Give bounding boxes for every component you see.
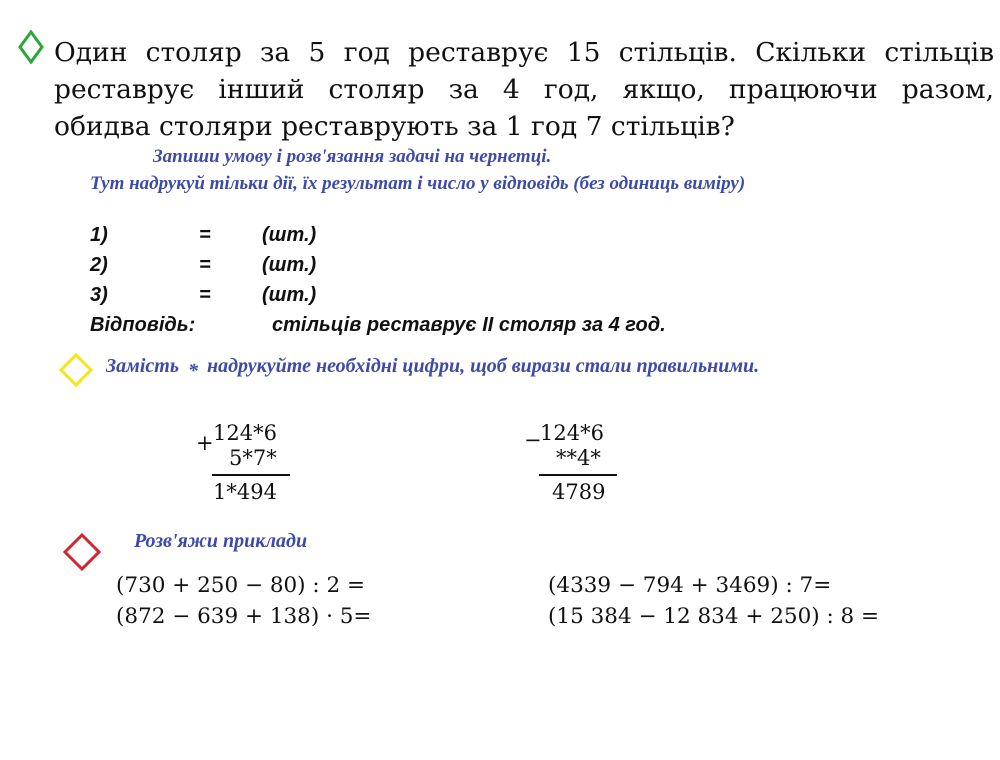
- digits-instruction: [106, 355, 760, 382]
- subtraction-sign: −: [524, 428, 542, 452]
- problem-line-3: обидва столяри реставрують за 1 год 7 стільців?: [54, 111, 735, 142]
- step-3-unit: (шт.): [262, 284, 317, 306]
- problem-text: [54, 34, 994, 145]
- green-diamond-icon: [18, 30, 44, 64]
- step-3-equals: =: [199, 284, 211, 306]
- addition-result: 1*494: [213, 480, 277, 504]
- answer-text: стільців реставрує ІІ столяр за 4 год.: [272, 314, 666, 336]
- example-right-2: (15 384 − 12 834 + 250) : 8 =: [548, 604, 880, 629]
- red-diamond-icon: [62, 532, 102, 572]
- step-1-equals: =: [199, 224, 211, 246]
- problem-line-2: реставрує інший столяр за 4 год, якщо, працюючи разом,: [54, 74, 994, 105]
- subtraction-result: 4789: [552, 480, 606, 504]
- star-symbol: *: [188, 360, 199, 382]
- instruction-draft: Запиши умову і розв'язання задачі на чернетці.: [153, 146, 552, 167]
- step-1-unit: (шт.): [262, 224, 317, 246]
- example-right-1: (4339 − 794 + 3469) : 7=: [548, 573, 832, 598]
- step-1-number: 1): [90, 224, 108, 246]
- step-3-number: 3): [90, 284, 108, 306]
- examples-title: Розв'яжи приклади: [134, 530, 308, 552]
- subtraction-rule: [539, 474, 617, 476]
- example-left-2: (872 − 639 + 138) · 5=: [116, 604, 372, 629]
- addition-sign: +: [196, 431, 214, 455]
- yellow-diamond-icon: [58, 352, 94, 388]
- addition-rule: [212, 474, 290, 476]
- step-2-unit: (шт.): [262, 254, 317, 276]
- answer-label: Відповідь:: [90, 314, 196, 336]
- digits-instruction-end: надрукуйте необхідні цифри, щоб вирази стали правильними.: [207, 355, 760, 377]
- instruction-print: Тут надрукуй тільки дії, їх результат і число у відповідь (без одиниць виміру): [90, 173, 746, 194]
- subtraction-bottom: **4*: [556, 446, 601, 470]
- problem-line-1: Один столяр за 5 год реставрує 15 стільців. Скільки стільців: [54, 37, 994, 68]
- addition-bottom: 5*7*: [229, 446, 277, 470]
- example-left-1: (730 + 250 − 80) : 2 =: [116, 573, 366, 598]
- step-2-number: 2): [90, 254, 108, 276]
- digits-instruction-start: Замість: [106, 355, 180, 377]
- step-2-equals: =: [199, 254, 211, 276]
- subtraction-top: 124*6: [540, 421, 604, 445]
- addition-top: 124*6: [213, 421, 277, 445]
